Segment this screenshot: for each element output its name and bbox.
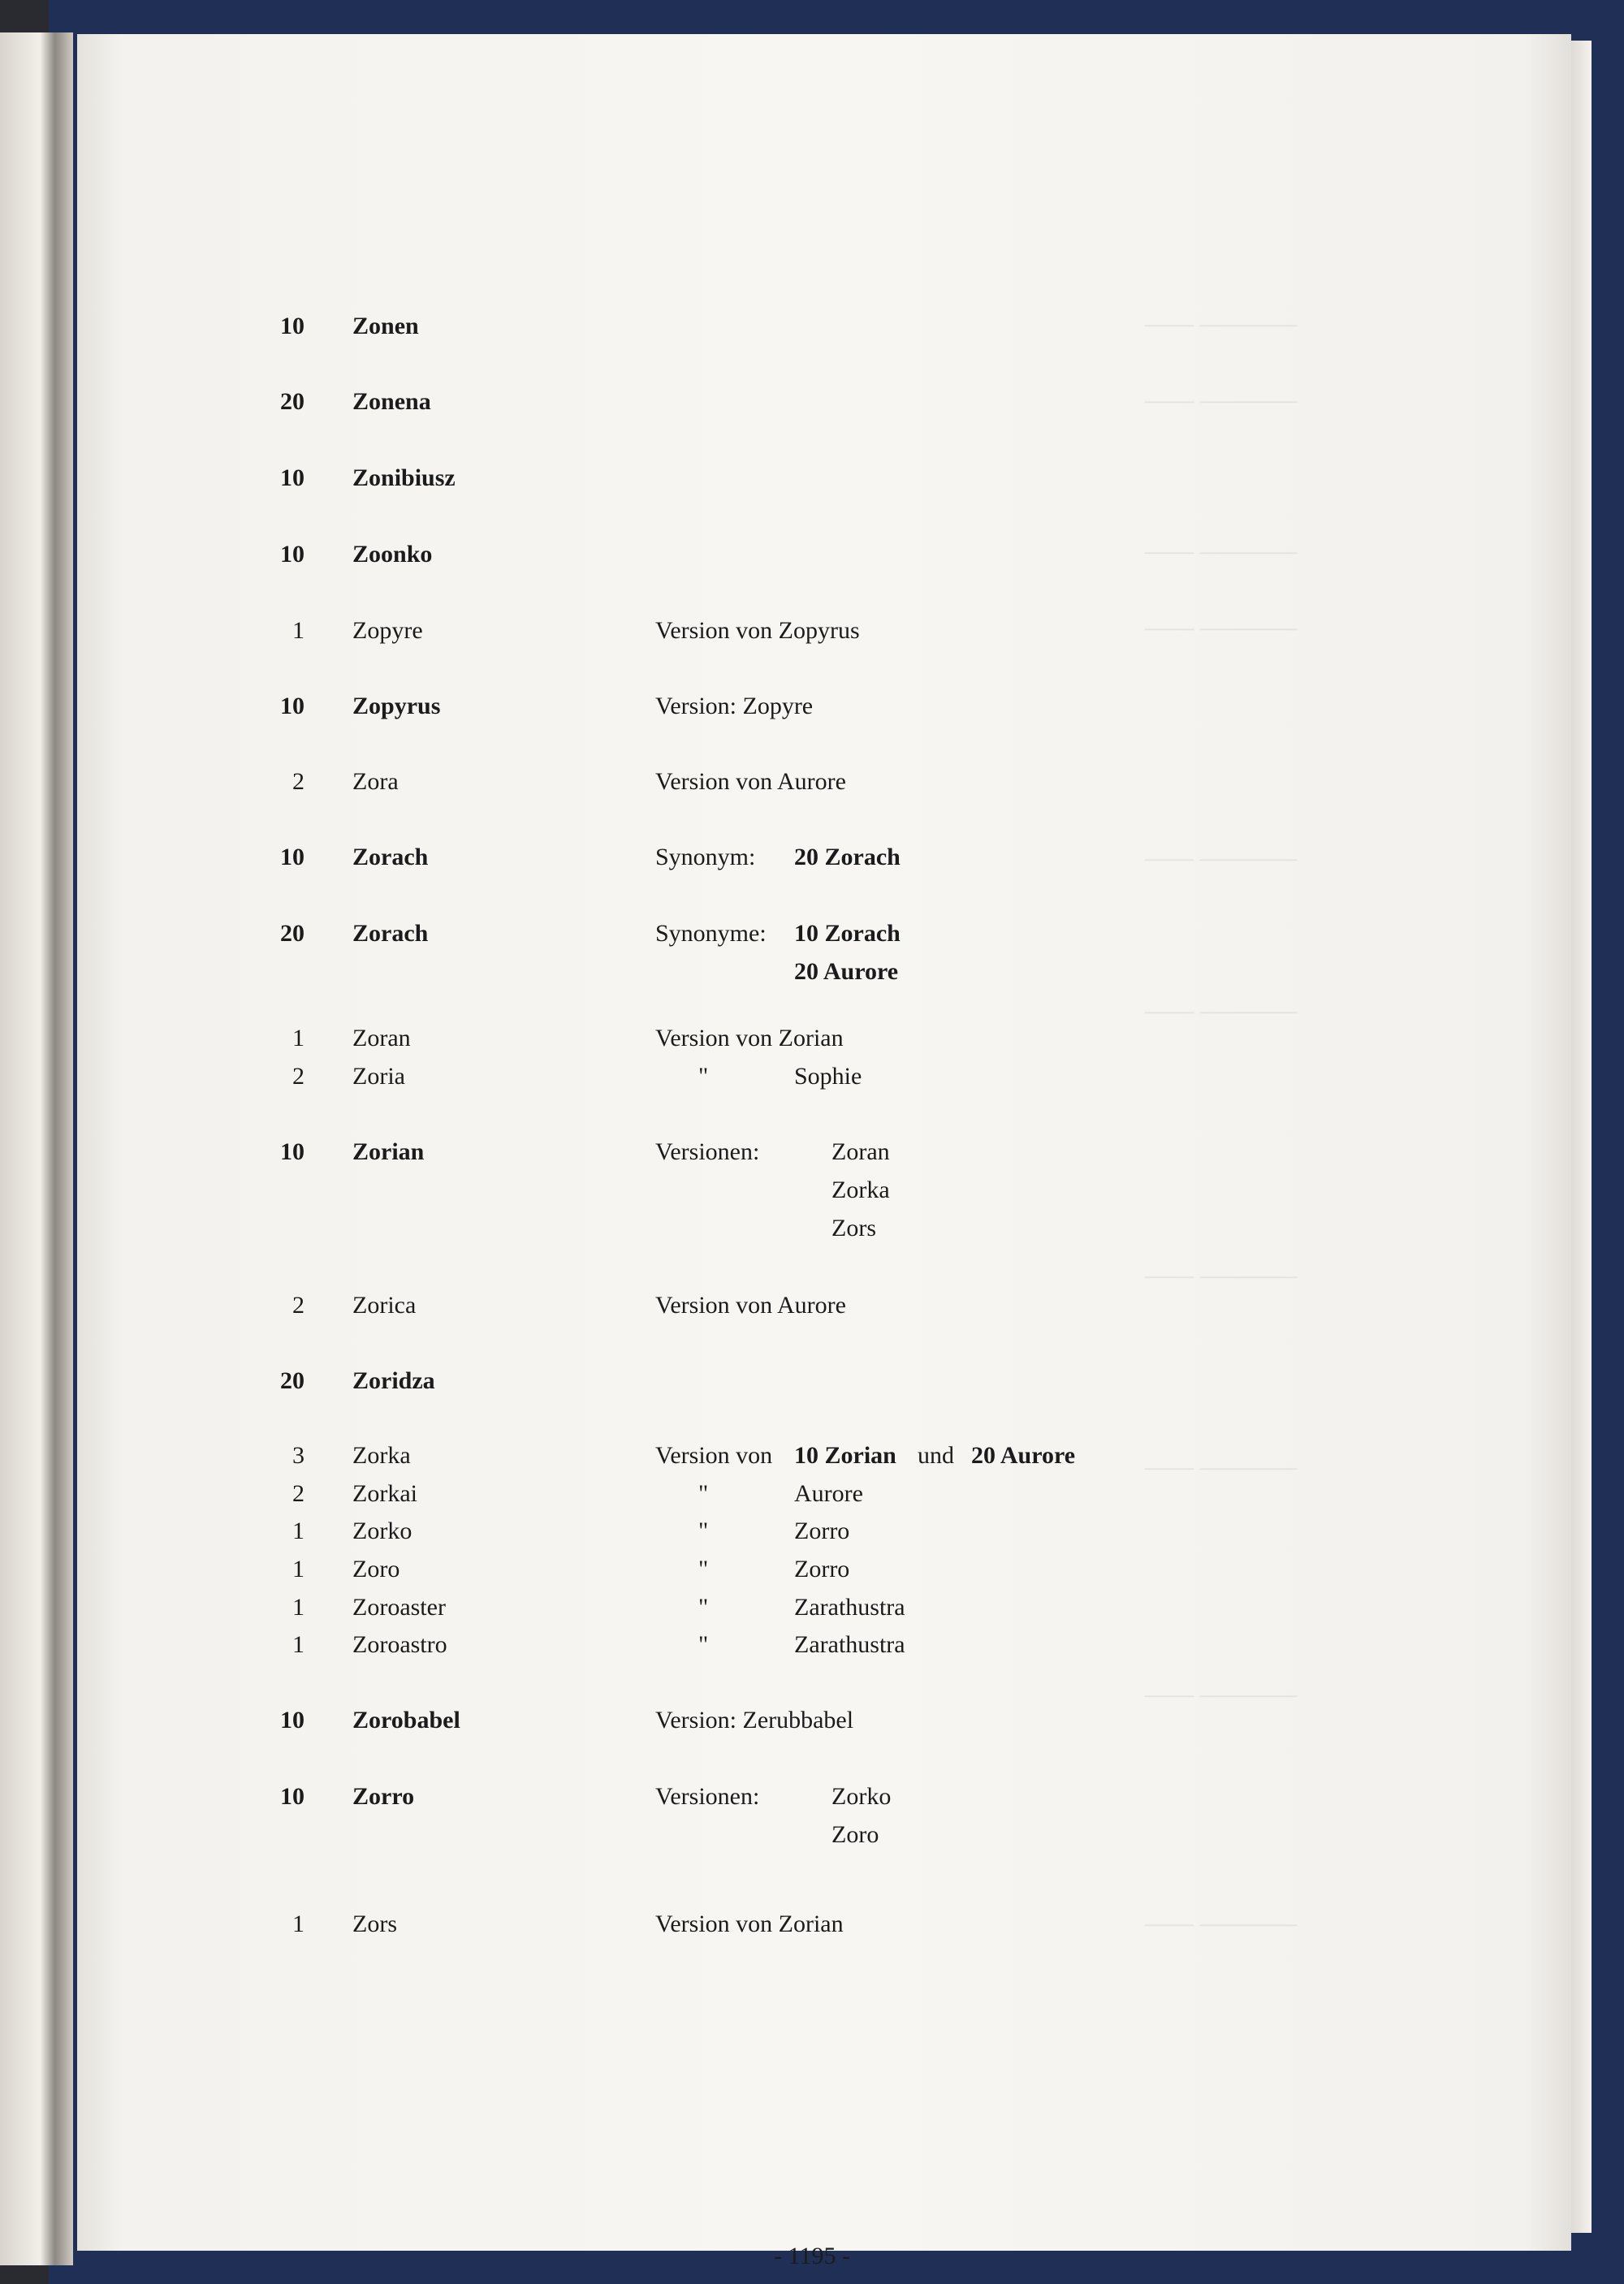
entry-description: Version von Zopyrus — [655, 617, 860, 644]
entry-frequency: 10 — [280, 1783, 304, 1810]
entry-name: Zorko — [352, 1518, 412, 1544]
entry-reference: Zorro — [794, 1556, 850, 1582]
entry-reference: Sophie — [794, 1063, 862, 1090]
entry-reference: Zoran — [831, 1138, 890, 1165]
entry-name: Zoridza — [352, 1367, 435, 1394]
entry-description: Version von Aurore — [655, 1292, 846, 1319]
ditto-mark: " — [698, 1631, 709, 1658]
entry-description-label: Synonyme: — [655, 920, 767, 947]
entry-frequency: 3 — [292, 1442, 304, 1469]
entry-name: Zoroastro — [352, 1631, 447, 1658]
entry-name: Zorica — [352, 1292, 417, 1319]
entry-reference: 10 Zorach — [794, 920, 901, 947]
entry-name: Zoro — [352, 1556, 400, 1582]
entry-frequency: 2 — [292, 768, 304, 795]
entry-description-label: Versionen: — [655, 1138, 760, 1165]
entry-frequency: 1 — [292, 617, 304, 644]
entry-name: Zonen — [352, 313, 419, 339]
entry-name: Zorach — [352, 844, 429, 870]
entry-reference: 20 Aurore — [971, 1442, 1076, 1469]
entry-frequency: 10 — [280, 313, 304, 339]
entry-name: Zorian — [352, 1138, 425, 1165]
entry-name: Zora — [352, 768, 399, 795]
entry-frequency: 10 — [280, 1138, 304, 1165]
entry-description: Version von Zorian — [655, 1911, 844, 1937]
ditto-mark: " — [698, 1594, 709, 1621]
entry-frequency: 10 — [280, 464, 304, 491]
entry-reference: Zarathustra — [794, 1594, 905, 1621]
entry-description: Version: Zerubbabel — [655, 1707, 854, 1734]
ditto-mark: " — [698, 1518, 709, 1544]
ditto-mark: " — [698, 1556, 709, 1582]
entry-name: Zoroaster — [352, 1594, 446, 1621]
entry-frequency: 20 — [280, 920, 304, 947]
entry-frequency: 10 — [280, 541, 304, 568]
entry-frequency: 10 — [280, 1707, 304, 1734]
entry-name: Zorka — [352, 1442, 411, 1469]
entry-frequency: 2 — [292, 1292, 304, 1319]
entry-description: Version von Aurore — [655, 768, 846, 795]
entry-name: Zoonko — [352, 541, 433, 568]
entry-reference: Zorka — [831, 1177, 890, 1203]
entry-frequency: 10 — [280, 844, 304, 870]
entry-description: Version: Zopyre — [655, 693, 814, 719]
entry-frequency: 2 — [292, 1063, 304, 1090]
entry-reference: Zors — [831, 1215, 876, 1241]
entry-reference: 20 Aurore — [794, 958, 899, 985]
entry-frequency: 10 — [280, 693, 304, 719]
entry-reference: Zorko — [831, 1783, 892, 1810]
entry-conjunction: und — [918, 1442, 954, 1469]
entry-reference: Zarathustra — [794, 1631, 905, 1658]
entry-frequency: 1 — [292, 1518, 304, 1544]
entry-name: Zoran — [352, 1025, 411, 1051]
entry-name: Zoria — [352, 1063, 405, 1090]
entry-description: Version von Zorian — [655, 1025, 844, 1051]
ditto-mark: " — [698, 1063, 709, 1090]
entry-frequency: 20 — [280, 1367, 304, 1394]
entry-reference: 20 Zorach — [794, 844, 901, 870]
entry-description-label: Synonym: — [655, 844, 756, 870]
entry-frequency: 20 — [280, 388, 304, 415]
entry-frequency: 1 — [292, 1025, 304, 1051]
entry-name: Zorkai — [352, 1480, 417, 1507]
entry-frequency: 1 — [292, 1556, 304, 1582]
entry-name: Zorach — [352, 920, 429, 947]
entry-frequency: 1 — [292, 1631, 304, 1658]
entry-name: Zorobabel — [352, 1707, 460, 1734]
entry-name: Zors — [352, 1911, 397, 1937]
entry-reference: 10 Zorian — [794, 1442, 896, 1469]
entry-frequency: 1 — [292, 1594, 304, 1621]
entry-frequency: 2 — [292, 1480, 304, 1507]
entry-name: Zonibiusz — [352, 464, 456, 491]
ditto-mark: " — [698, 1480, 709, 1507]
entry-name: Zopyre — [352, 617, 423, 644]
entry-reference: Zorro — [794, 1518, 850, 1544]
entry-reference: Zoro — [831, 1821, 879, 1848]
page-number: - 1195 - — [774, 2243, 850, 2269]
entry-name: Zonena — [352, 388, 431, 415]
entry-name: Zopyrus — [352, 693, 441, 719]
entry-description-label: Versionen: — [655, 1783, 760, 1810]
entry-reference: Aurore — [794, 1480, 863, 1507]
entry-name: Zorro — [352, 1783, 415, 1810]
entry-frequency: 1 — [292, 1911, 304, 1937]
entry-description-label: Version von — [655, 1442, 773, 1469]
